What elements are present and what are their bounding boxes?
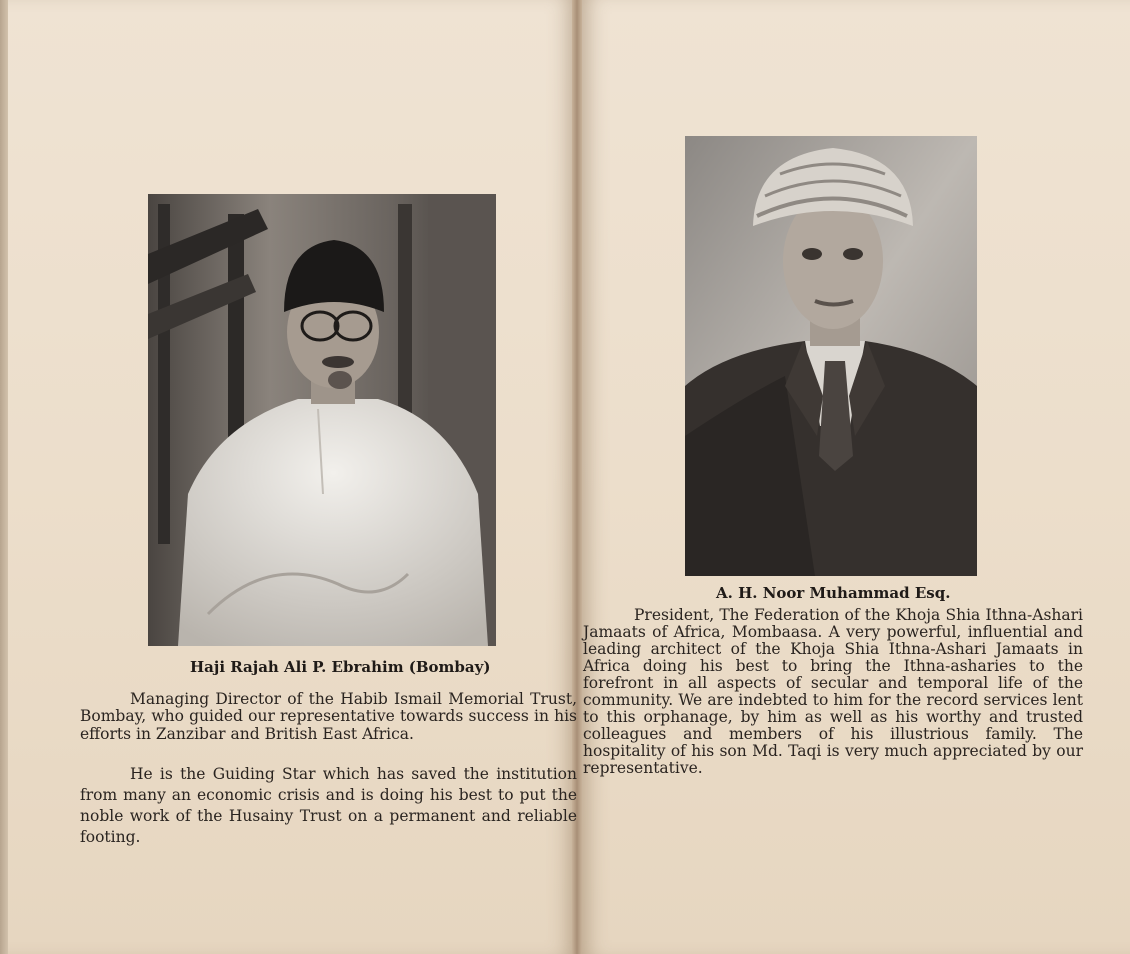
- portrait-caption-left: Haji Rajah Ali P. Ebrahim (Bombay): [190, 658, 491, 676]
- portrait-image: [148, 194, 496, 646]
- left-paragraph-1: Managing Director of the Habib Ismail Memorial Trust, Bombay, who guided our representative towards success in his efforts in Zanzibar and British East Africa.: [80, 690, 577, 743]
- portrait-photo-left: [148, 194, 496, 646]
- portrait-caption-right: A. H. Noor Muhammad Esq.: [716, 584, 951, 602]
- left-paragraph-2: He is the Guiding Star which has saved the institution from many an economic crisis and is doing his best to put the noble work of the Husainy Trust on a permanent and reliable footing.: [80, 765, 577, 846]
- portrait-image: [685, 136, 977, 576]
- portrait-photo-right: [685, 136, 977, 576]
- right-paragraph-1: President, The Federation of the Khoja Shia Ithna-Ashari Jamaats of Africa, Mombaasa. A very powerful, influential and leading architect of the Khoja Shia Ithna-Ashari Jamaats in Africa doing his best to bring the Ithna-asharies to the forefront in all aspects of secular and temporal life of the community. We are indebted to him for the record services lent to this orphanage, by him as well as his worthy and trusted colleagues and members of his illustrious family. The hospitality of his son Md. Taqi is very much appreciated by our representative.: [583, 606, 1083, 777]
